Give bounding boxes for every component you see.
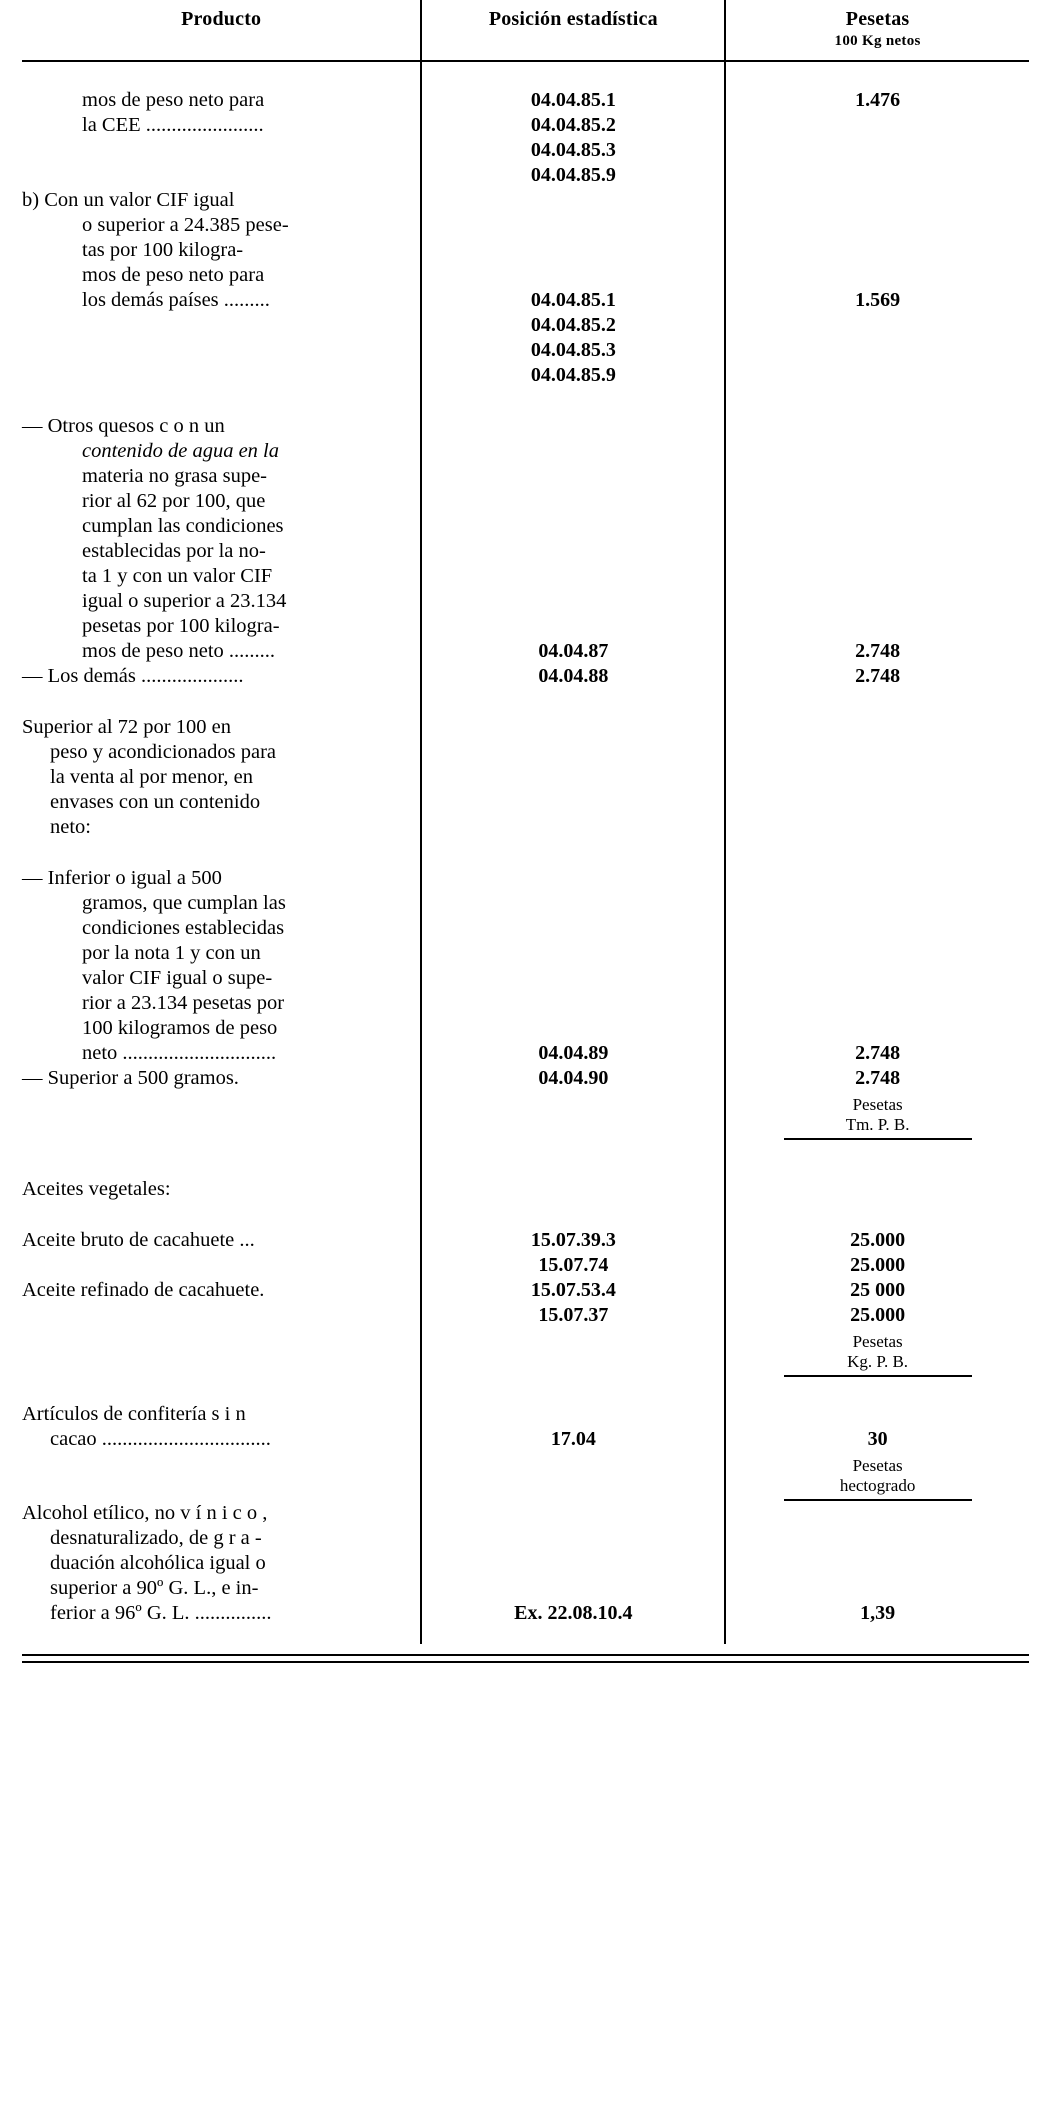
product-line: pesetas por 100 kilogra-	[82, 615, 280, 637]
product-line: tas por 100 kilogra-	[82, 239, 244, 261]
product-line: contenido de agua en la	[82, 440, 279, 462]
product-line: — Inferior o igual a 500	[22, 867, 222, 889]
spacer-cell	[22, 1626, 421, 1644]
price-value: 25.000	[850, 1254, 906, 1276]
product-line: la venta al por menor, en	[50, 766, 253, 788]
spacer-cell	[22, 388, 421, 414]
position-cell	[421, 866, 725, 1091]
position-cell	[421, 1388, 725, 1452]
position-code: 15.07.37	[538, 1304, 609, 1326]
empty-cell	[22, 1328, 421, 1388]
spacer-cell	[725, 388, 1029, 414]
product-line: valor CIF igual o supe-	[82, 967, 273, 989]
product-line: — Otros quesos c o n un	[22, 415, 225, 437]
table-header-row	[22, 0, 1029, 61]
unit-line: Pesetas	[852, 1332, 903, 1351]
product-line: gramos, que cumplan las	[82, 892, 286, 914]
position-cell	[421, 88, 725, 188]
empty-cell	[725, 1161, 1029, 1202]
empty-cell	[421, 1091, 725, 1161]
product-line: establecidas por la no-	[82, 540, 266, 562]
spacer	[22, 388, 1029, 414]
empty-cell	[22, 1452, 421, 1501]
product-cell	[22, 414, 421, 689]
position-code: 04.04.87	[538, 640, 609, 662]
product-cell	[22, 1228, 421, 1328]
product-line: — Los demás ....................	[22, 665, 244, 687]
price-value: 1.476	[855, 89, 901, 111]
price-cell	[725, 1388, 1029, 1452]
product-line: mos de peso neto .........	[82, 640, 276, 662]
product-cell	[22, 866, 421, 1091]
product-line: — Superior a 500 gramos.	[22, 1067, 239, 1089]
price-cell	[725, 88, 1029, 188]
position-code: 04.04.85.3	[530, 139, 616, 161]
position-code: 04.04.88	[538, 665, 609, 687]
product-line: Artículos de confitería s i n	[22, 1403, 246, 1425]
price-value: 30	[867, 1428, 888, 1450]
product-line: mos de peso neto para	[82, 264, 265, 286]
spacer	[22, 61, 1029, 88]
product-cell	[22, 715, 421, 840]
position-code: 04.04.85.1	[530, 89, 616, 111]
unit-header-hectogrado	[725, 1452, 1029, 1501]
position-cell	[421, 1228, 725, 1328]
table-row	[22, 1228, 1029, 1328]
position-code: 04.04.89	[538, 1042, 609, 1064]
spacer-cell	[421, 840, 725, 866]
price-value: 1.569	[855, 289, 901, 311]
unit-line: Pesetas	[852, 1095, 903, 1114]
spacer-cell	[725, 1626, 1029, 1644]
price-value: 25 000	[850, 1279, 906, 1301]
table-row	[22, 866, 1029, 1091]
product-line: cumplan las condiciones	[82, 515, 284, 537]
position-cell	[421, 188, 725, 388]
product-line: neto:	[50, 816, 91, 838]
position-code: 04.04.85.9	[530, 164, 616, 186]
spacer-cell	[22, 1202, 421, 1228]
spacer-cell	[421, 388, 725, 414]
position-code: 04.04.85.9	[530, 364, 616, 386]
table-row	[22, 715, 1029, 840]
header-position: Posición estadística	[421, 0, 725, 61]
spacer-cell	[421, 1626, 725, 1644]
product-line: ferior a 96º G. L. ...............	[50, 1602, 272, 1624]
product-line: neto ..............................	[82, 1042, 277, 1064]
spacer-cell	[725, 61, 1029, 88]
position-cell	[421, 1501, 725, 1626]
price-cell	[725, 1501, 1029, 1626]
table-end-row	[22, 1626, 1029, 1644]
product-cell	[22, 1388, 421, 1452]
position-code: 15.07.53.4	[530, 1279, 616, 1301]
price-value: 25.000	[850, 1229, 906, 1251]
price-value: 2.748	[855, 1042, 901, 1064]
table-row	[22, 188, 1029, 388]
unit-line: Tm. P. B.	[845, 1115, 910, 1134]
product-line: Superior al 72 por 100 en	[22, 716, 231, 738]
position-code: 15.07.74	[538, 1254, 609, 1276]
section-row	[22, 1161, 1029, 1202]
product-line: Aceite refinado de cacahuete.	[22, 1279, 265, 1301]
unit-divider	[784, 1138, 972, 1140]
spacer-cell	[725, 1202, 1029, 1228]
table-row	[22, 1501, 1029, 1626]
product-line: 100 kilogramos de peso	[82, 1017, 278, 1039]
price-value: 25.000	[850, 1304, 906, 1326]
product-line: desnaturalizado, de g r a -	[50, 1527, 262, 1549]
spacer-cell	[421, 61, 725, 88]
spacer-cell	[421, 689, 725, 715]
product-cell	[22, 1501, 421, 1626]
product-line: ta 1 y con un valor CIF	[82, 565, 273, 587]
position-code: 17.04	[550, 1428, 596, 1450]
product-line: Aceite bruto de cacahuete ...	[22, 1229, 255, 1251]
header-pesetas: Pesetas 100 Kg netos	[725, 0, 1029, 61]
unit-divider	[784, 1375, 972, 1377]
section-title: Aceites vegetales:	[22, 1178, 171, 1200]
spacer-cell	[421, 1202, 725, 1228]
spacer	[22, 689, 1029, 715]
price-cell	[725, 414, 1029, 689]
position-code: 04.04.85.2	[530, 114, 616, 136]
position-cell	[421, 715, 725, 840]
product-line: igual o superior a 23.134	[82, 590, 287, 612]
unit-line: Pesetas	[852, 1456, 903, 1475]
position-cell	[421, 414, 725, 689]
spacer-cell	[725, 840, 1029, 866]
position-code: 04.04.90	[538, 1067, 609, 1089]
product-line: mos de peso neto para	[82, 89, 265, 111]
product-line: por la nota 1 y con un	[82, 942, 261, 964]
table-row	[22, 1388, 1029, 1452]
table-row	[22, 414, 1029, 689]
product-line: peso y acondicionados para	[50, 741, 276, 763]
spacer-cell	[725, 689, 1029, 715]
empty-cell	[421, 1328, 725, 1388]
unit-line: hectogrado	[839, 1476, 916, 1495]
spacer	[22, 840, 1029, 866]
price-cell	[725, 188, 1029, 388]
product-line: cacao .................................	[50, 1428, 271, 1450]
spacer-cell	[22, 61, 421, 88]
position-code: 15.07.39.3	[530, 1229, 616, 1251]
spacer-cell	[22, 689, 421, 715]
price-value: 2.748	[855, 665, 901, 687]
table-row	[22, 88, 1029, 188]
unit-header-row	[22, 1328, 1029, 1388]
price-cell	[725, 866, 1029, 1091]
product-line: envases con un contenido	[50, 791, 261, 813]
price-value: 2.748	[855, 1067, 901, 1089]
unit-header-tm	[725, 1091, 1029, 1161]
product-cell	[22, 88, 421, 188]
product-line: o superior a 24.385 pese-	[82, 214, 289, 236]
position-code: 04.04.85.1	[530, 289, 616, 311]
unit-header-kg	[725, 1328, 1029, 1388]
position-code: 04.04.85.2	[530, 314, 616, 336]
empty-cell	[421, 1452, 725, 1501]
price-cell	[725, 1228, 1029, 1328]
product-line: rior a 23.134 pesetas por	[82, 992, 285, 1014]
product-line: superior a 90º G. L., e in-	[50, 1577, 259, 1599]
product-line: materia no grasa supe-	[82, 465, 267, 487]
product-line: la CEE .......................	[82, 114, 264, 136]
spacer	[22, 1202, 1029, 1228]
product-line: Alcohol etílico, no v í n i c o ,	[22, 1502, 268, 1524]
price-value: 1,39	[860, 1602, 896, 1624]
spacer-cell	[22, 840, 421, 866]
tariff-table	[22, 0, 1029, 1644]
price-value: 2.748	[855, 640, 901, 662]
empty-cell	[421, 1161, 725, 1202]
product-line: los demás países .........	[82, 289, 270, 311]
unit-header-row	[22, 1091, 1029, 1161]
header-product: Producto	[22, 0, 421, 61]
product-line: rior al 62 por 100, que	[82, 490, 266, 512]
unit-line: Kg. P. B.	[847, 1352, 909, 1371]
product-line: condiciones establecidas	[82, 917, 285, 939]
product-cell	[22, 188, 421, 388]
position-code: Ex. 22.08.10.4	[514, 1602, 633, 1624]
product-line: b) Con un valor CIF igual	[22, 189, 235, 211]
bottom-rules	[22, 1654, 1029, 1663]
position-code: 04.04.85.3	[530, 339, 616, 361]
price-cell	[725, 715, 1029, 840]
product-line: duación alcohólica igual o	[50, 1552, 266, 1574]
bottom-rule-2	[22, 1656, 1029, 1663]
empty-cell	[22, 1091, 421, 1161]
unit-header-row	[22, 1452, 1029, 1501]
